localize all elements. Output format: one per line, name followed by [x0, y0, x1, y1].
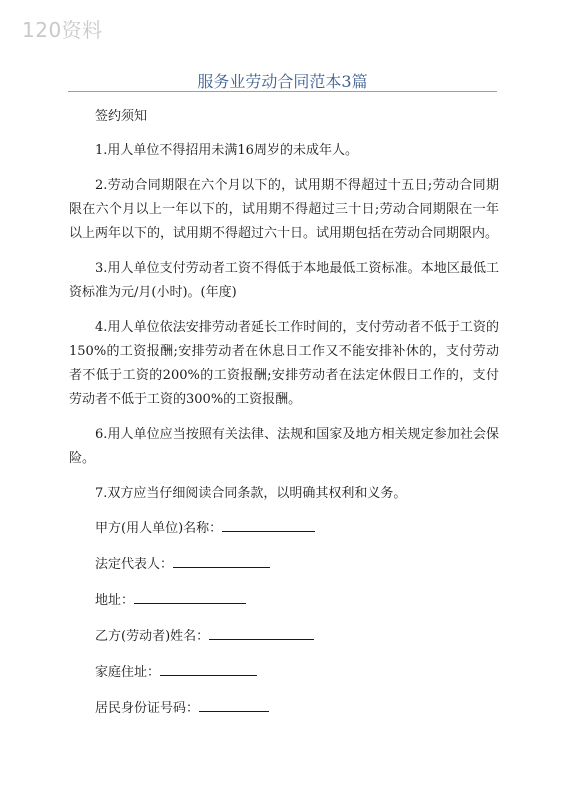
title-divider — [68, 91, 497, 92]
paragraph: 7.双方应当仔细阅读合同条款，以明确其权利和义务。 — [95, 486, 407, 501]
field-address — [69, 589, 499, 613]
field-legal-rep — [69, 553, 499, 577]
field-label: 地址： — [95, 593, 135, 608]
paragraph: 3.用人单位支付劳动者工资不得低于本地最低工资标准。本地区最低工资标准为元/月(小时)。(年度) — [69, 261, 499, 300]
party-a-blank[interactable] — [222, 519, 315, 532]
field-party-b — [69, 625, 499, 649]
document-title: 服务业劳动合同范本3篇 — [197, 72, 368, 91]
section-heading: 签约须知 — [95, 109, 148, 124]
document-body — [69, 105, 499, 733]
address-blank[interactable] — [134, 591, 246, 604]
field-home-address — [69, 661, 499, 685]
field-id-number — [69, 697, 499, 721]
home-address-blank[interactable] — [160, 663, 257, 676]
field-label: 家庭住址： — [95, 665, 161, 680]
field-label: 甲方(用人单位)名称： — [95, 521, 223, 536]
paragraph: 2.劳动合同期限在六个月以下的，试用期不得超过十五日;劳动合同期限在六个月以上一年以下的，试用期不得超过三十日;劳动合同期限在一年以上两年以下的，试用期不得超过六十日。试用期包括在劳动合同期限内。 — [69, 178, 499, 241]
paragraph: 4.用人单位依法安排劳动者延长工作时间的，支付劳动者不低于工资的150%的工资报酬;安排劳动者在休息日工作又不能安排补休的，支付劳动者不低于工资的200%的工资报酬;安排劳动者在法定休假日工作的，支付劳动者不低于工资的300%的工资报酬。 — [69, 320, 499, 407]
field-label: 乙方(劳动者)姓名： — [95, 629, 210, 644]
field-party-a — [69, 517, 499, 541]
paragraph: 6.用人单位应当按照有关法律、法规和国家及地方相关规定参加社会保险。 — [69, 427, 499, 466]
id-number-blank[interactable] — [199, 699, 269, 712]
watermark: 120资料 — [22, 18, 103, 42]
legal-rep-blank[interactable] — [173, 555, 270, 568]
party-b-blank[interactable] — [209, 627, 314, 640]
field-label: 居民身份证号码： — [95, 701, 200, 716]
paragraph: 1.用人单位不得招用未满16周岁的未成年人。 — [95, 143, 358, 158]
field-label: 法定代表人： — [95, 557, 174, 572]
